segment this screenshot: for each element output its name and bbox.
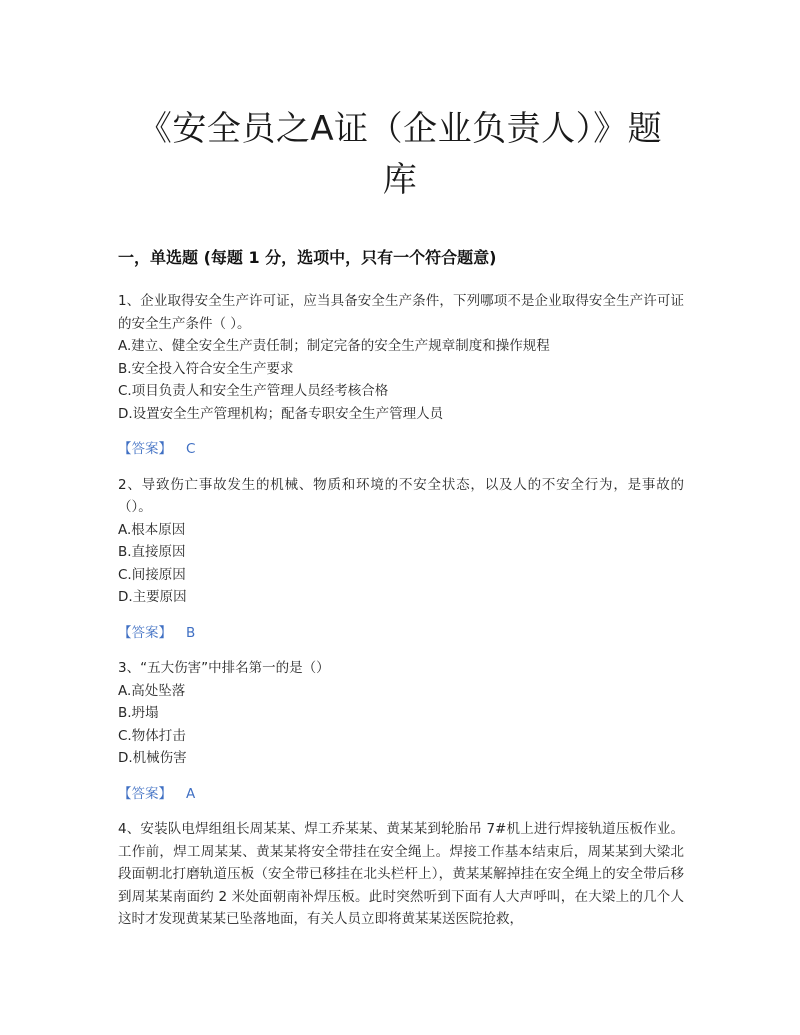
question-stem: 4、安装队电焊组组长周某某、焊工乔某某、黄某某到轮胎吊 7#机上进行焊接轨道压板作业。工作前，焊工周某某、黄某某将安全带挂在安全绳上。焊接工作基本结束后，周某某到大梁北段面朝北打磨轨道压板（安全带已移挂在北头栏杆上），黄某某解掉挂在安全绳上的安全带后移到周某某南面约 2 米处面朝南补焊压板。此时突然听到下面有人大声呼叫，在大梁上的几个人这时才发现黄某某已坠落地面，有关人员立即将黄某某送医院抢救， [118, 821, 684, 927]
question-3 [118, 657, 684, 805]
option-b: B.直接原因 [118, 544, 186, 560]
document-title-line-2: 库 [382, 160, 418, 200]
answer-line [118, 783, 684, 806]
option-c: C.项目负责人和安全生产管理人员经考核合格 [118, 383, 389, 399]
question-list [118, 290, 684, 931]
option-d: D.设置安全生产管理机构；配备专职安全生产管理人员 [118, 405, 444, 422]
option-a: A.根本原因 [118, 521, 186, 538]
answer-label: 【答案】 [118, 785, 172, 802]
option-d: D.主要原因 [118, 589, 187, 605]
question-stem: 1、企业取得安全生产许可证，应当具备安全生产条件，下列哪项不是企业取得安全生产许可证的安全生产条件（ ）。 [118, 293, 684, 332]
answer-line [118, 622, 684, 645]
option-c: C.物体打击 [118, 727, 186, 744]
answer-value: B [186, 624, 196, 641]
option-d: D.机械伤害 [118, 750, 187, 766]
document-title-line-1: 《安全员之A证（企业负责人）》题 [137, 109, 663, 149]
question-2 [118, 474, 684, 645]
option-b: B.坍塌 [118, 705, 159, 721]
option-c: C.间接原因 [118, 566, 186, 583]
section-heading: 一，单选题 (每题 1 分，选项中，只有一个符合题意) [118, 248, 497, 267]
answer-label: 【答案】 [118, 624, 172, 641]
answer-line [118, 438, 684, 461]
question-stem: 3、“五大伤害”中排名第一的是（） [118, 660, 330, 676]
answer-value: A [186, 785, 196, 802]
question-4 [118, 818, 684, 931]
answer-value: C [186, 441, 196, 457]
answer-label: 【答案】 [118, 441, 172, 457]
option-b: B.安全投入符合安全生产要求 [118, 360, 294, 377]
question-stem: 2、导致伤亡事故发生的机械、物质和环境的不安全状态，以及人的不安全行为，是事故的（）。 [118, 476, 684, 515]
option-a: A.建立、健全安全生产责任制；制定完备的安全生产规章制度和操作规程 [118, 338, 550, 354]
document-title [100, 104, 700, 206]
option-a: A.高处坠落 [118, 682, 186, 699]
question-1 [118, 290, 684, 461]
